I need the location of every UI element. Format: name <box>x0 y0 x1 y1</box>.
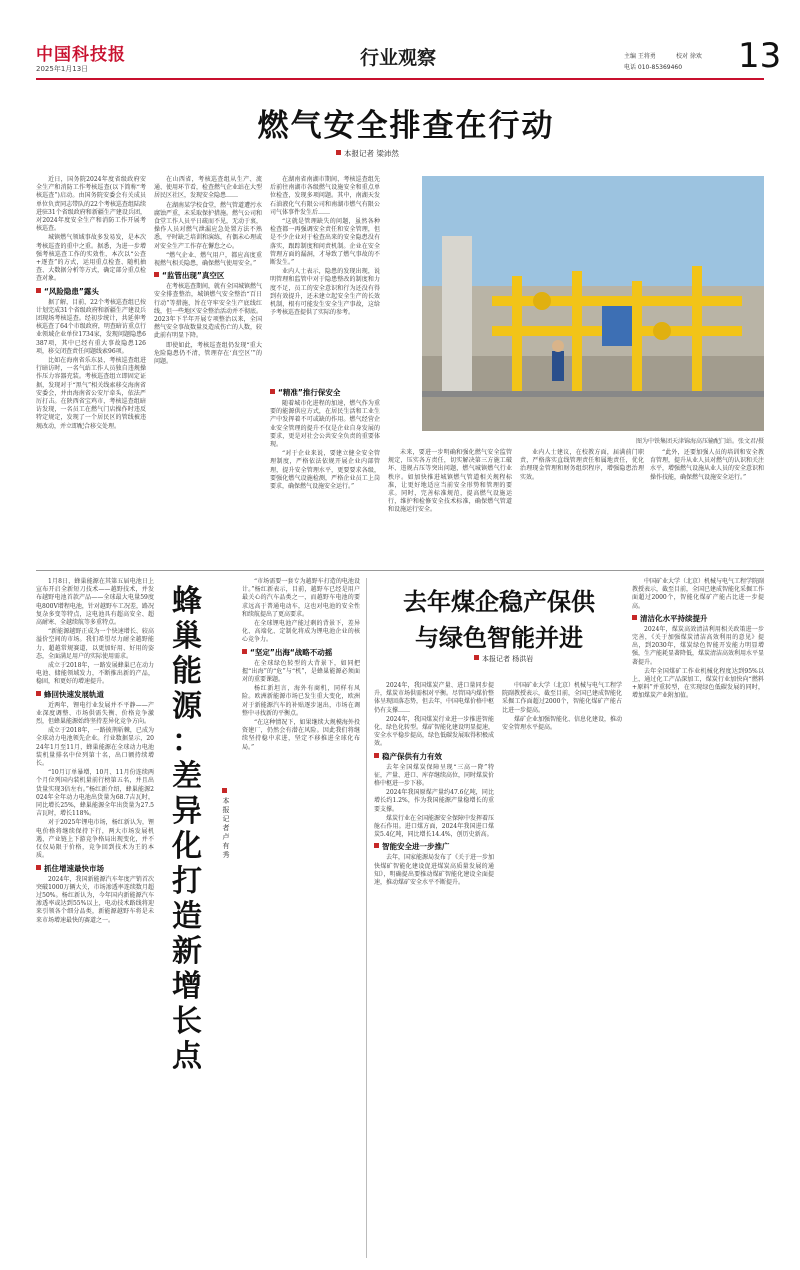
article3-col3 <box>632 578 764 702</box>
paragraph: 去年全国煤矿工作业机械化程度达到95%以上，通过化工产品深加工，煤炭行业加快向“燃料+原料”并重转型，在实现绿色低碳发展的同时，增加煤炭产业附加值。 <box>632 667 764 700</box>
title-char: 增 <box>172 969 202 1004</box>
article1-col3 <box>270 176 380 318</box>
paragraph: 在考核巡查期间，就有全国城镇燃气安全排查整治，城镇燃气安全整治“百日行动”等措施，旨在守牢安全生产底线红线，但一些地区安全整治活动并不彻底。2023年下半年开展专项整治以来，全国燃气安全事故数量及造成伤亡的人数，较此前有明显下降。 <box>154 283 263 340</box>
paragraph: 在湖南省南湖市期间，考核巡查组先后前往南湖市各级燃气设施安全和重点单位检查，发现多项问题。其中，南湖天发石油液化气有限公司和南湖市燃气有限公司气体事件发生后…… <box>270 176 380 216</box>
header-proof: 校对 徐欢 <box>676 53 702 60</box>
article3-byline <box>474 654 533 664</box>
byline-char: 报 <box>222 806 230 814</box>
paragraph: 2024年，我国新能源汽车年度产销首次突破1000万辆大关，市场渗透率连续数月超过50%。杨红新认为，今年国内新能源汽车渗透率或达到55%以上，电动技术路线将迎来引领各个细分品类，新能源越野车将是未来市场增速最快的赛道之一。 <box>36 875 154 924</box>
article1-byline <box>336 148 399 159</box>
paragraph: 成立于2018年，一路发展蜂巢已在动力电池、储能领域发力，不断推出新的产品，稳固，和更好的增速提升。 <box>36 662 154 686</box>
subheading <box>374 750 494 764</box>
subheading <box>632 612 764 626</box>
article-gas-safety <box>36 84 764 569</box>
paragraph: 2024年我国原煤产量约47.6亿吨，同比增长约1.2%，作为我国能源产量稳增长的重要支撑。 <box>374 789 494 813</box>
article-coal <box>374 578 764 1258</box>
article3-col2 <box>502 682 622 733</box>
paragraph: 在山西省，考核巡查组从生产、流通、使用环节看，检查燃气企业站在大型居民区社区，发现安全隐患…… <box>154 176 263 200</box>
subheading-text: “精准”推行保安全 <box>278 388 341 397</box>
square-bullet-icon <box>374 753 379 758</box>
article3-title-line1: 去年煤企稳产保供 <box>403 588 595 616</box>
paragraph: 近两年，锂电行业发展并不平静——产业深度调整、市场供需失衡、价格竞争激烈，但蜂巢能源始终坚持差异化竞争方向。 <box>36 701 154 726</box>
gas-pipeline-illustration <box>422 176 764 431</box>
paragraph: “市场需要一套专为越野车打造的电池设计。”杨红新表示，目前，越野车已经是用户最关心的汽车品类之一，而越野车电池的要求远高于普通电动车，这也对电池的安全性和续航提出了更高要求。 <box>242 578 360 618</box>
paragraph: 2024年，我国煤炭行业进一步推进智能化、绿色化转型。煤矿智能化建设明显提速，安全水平稳步提高，绿色低碳发展取得积极成效。 <box>374 715 495 748</box>
article1-col6 <box>520 449 644 483</box>
paragraph: 去年，国家能源局发布了《关于进一步加快煤矿智能化建设促进煤炭高质量发展的通知》，明确提出要推动煤矿智能化建设全面提速，推动煤矿安全水平不断提升。 <box>374 854 495 887</box>
subheading <box>242 646 360 660</box>
subheading-text: 稳产保供有力有效 <box>382 751 442 761</box>
subheading-text: 抓住增速最快市场 <box>44 863 104 873</box>
square-bullet-icon <box>36 865 41 870</box>
article1-title: 燃气安全排查在行动 <box>257 108 555 144</box>
title-char: 差 <box>172 759 202 794</box>
paragraph: 比如在海南省乐东县，考核巡查组进行暗访时，一名气站工作人员独自违规操作压力容器充装。考核巡查组立即固定证据，发现对于“黑气”相关线索移交海南省安委会，并由海南省公安厅牵头，依法严厉打击。在陕西省宝鸡市，考核巡查组暗访发现，一名员工在燃气门店操作时违反特定规定，发现了一个居民区的管线被违规改动，并立即配合移交处理。 <box>36 357 146 430</box>
subheading-text: “坚定”出海“战略不动摇 <box>250 647 333 657</box>
square-bullet-icon <box>270 389 275 394</box>
title-char: 造 <box>172 899 202 934</box>
paragraph: 未来，要进一步明确和强化燃气安全监管规定，压实各方责任，切实解决第三方施工破坏、违规占压等突出问题，燃气城镇燃气行业秩序。如加快推进城镇燃气管道相关规程标准，让更好地适应当前安全形势和管理的要求。同时，完善标准规范，提高燃气设施运行，维护和检修安全技术标准，确保燃气管道和设施运行安全。 <box>388 449 512 514</box>
title-char: 化 <box>172 829 202 864</box>
header-phone: 电话 010-85369460 <box>624 64 683 71</box>
paragraph: “10月订单暴增，10月、11月份连续两个月位列国内装机量前行榜第五名，并且出货量实现3倍左右。”杨红新介绍，蜂巢能源2024年全年动力电池出货量为68.7吉瓦时，同比增长25%，蜂巢能源全年出货量为27.5吉瓦时，增长118%。 <box>36 769 154 818</box>
paragraph: 中国矿业大学（北京）机械与电气工程学院副教授表示，截至目前，全国已建成智能化采掘工作面超过2000个，智能化煤矿产能占比进一步提高。 <box>632 578 765 610</box>
title-char: ： <box>172 724 202 759</box>
subheading-text: 蜂回快速发展轨道 <box>44 689 104 699</box>
gas-station-photo <box>422 176 764 431</box>
paragraph: “此外，还要加强人员的培训和安全教育管理，提升从业人员对燃气的认识和关注水平，增强燃气设施从业人员的安全意识和操作技能，确保燃气设施安全运行。” <box>650 449 765 481</box>
title-char: 蜂 <box>172 584 202 619</box>
subheading <box>270 386 380 400</box>
section-divider <box>36 570 764 571</box>
paragraph: 对于2025年锂电市场，杨红新认为，锂电价格将继续保持下行，两大市场发展机遇，产业链上下游竞争格局出现变化，并不仅仅局限于价格，竞争回到技术为王的本质。 <box>36 819 154 860</box>
square-bullet-icon <box>336 150 341 155</box>
header-divider <box>36 78 764 80</box>
square-bullet-icon <box>474 655 479 660</box>
photo-caption: 图为中铁集团天津锦海高压输配门站。张文君/摄 <box>635 438 764 445</box>
byline-char: 有 <box>222 842 230 850</box>
byline-label: 本报记者 <box>344 149 374 158</box>
square-bullet-icon <box>222 788 227 793</box>
title-char: 点 <box>172 1039 202 1074</box>
paragraph: 在湖南某学校食堂，燃气管道遭污水腐蚀严重，未采取保护措施。燃气公司和食堂工作人员平日疏而不见，无动于衷，操作人员对燃气泄漏应急处置方法不熟悉，平时缺乏培训和演练，有偶未心理或对安全生产工作存在懈怠之心。 <box>154 201 263 250</box>
paragraph: “在这种情况下，如果继续大规模海外投资建厂，仍然会有潜在风险。因此我们将继续坚持稳中求进，坚定不移推进全球化布局。” <box>242 719 360 751</box>
subheading <box>36 862 154 876</box>
article2-col2 <box>242 578 360 753</box>
article1-col5 <box>388 449 512 516</box>
article2-col1 <box>36 578 154 926</box>
article1-col4 <box>270 386 380 492</box>
paragraph: 业内人士建议，在校教方面，届满前门职责，严格落实直线管理责任和属地责任，优化治理现金管理和财务组织程序，增强隐患治理实效。 <box>520 449 644 481</box>
article3-title-line2: 与绿色智能并进 <box>415 624 583 652</box>
paragraph: 去年全国煤炭保障呈现“三高一降”特征，产量、进口、库存继续高位，同时煤炭价格中枢进一步下移。 <box>374 763 495 788</box>
paragraph: “燃气企业、燃气用户，都应高度重视燃气相关隐患，确保燃气使用安全。” <box>154 251 262 268</box>
paragraph: 即使如此，考核巡查组仍发现“重大危险隐患仍不清，管理存在‘真空区’”的问题。 <box>154 341 262 366</box>
paragraph: 在全球绿色转型的大背景下，如同把握“出海”的“危”与“机”，是蜂巢能源必须面对的重要课题。 <box>242 659 360 684</box>
subheading <box>36 285 146 299</box>
square-bullet-icon <box>242 649 247 654</box>
article2-byline <box>220 788 232 860</box>
paragraph: 城镇燃气领域事故多发易发，是本次考核巡查的重中之重。据悉，为进一步增强考核巡查工作的实效性，本次以“公查+逐查”的方式，运用重点检查、随机抽查、大数据分析等方式，确定部分重点检查对象。 <box>36 234 146 283</box>
paragraph: 中国矿业大学（北京）机械与电气工程学院副教授表示，截至目前，全国已建成智能化采掘工作面超过2000个，智能化煤矿产能占比进一步提高。 <box>502 682 623 714</box>
paragraph: 业内人士表示，隐患的发现出现，说明管理和监管中对于隐患整改的制度和力度不足，员工的安全意识和行为还没有得到有效提升，还未建立起安全生产的长效机制，根有可能发生安全生产事故，这给予考核巡查提供了实际的参考。 <box>270 268 380 317</box>
article3-col1 <box>374 682 494 888</box>
square-bullet-icon <box>36 691 41 696</box>
byline-char: 本 <box>222 797 230 805</box>
byline-name: 梁沛然 <box>376 149 399 158</box>
issue-date: 2025年1月13日 <box>36 65 89 73</box>
byline-char: 记 <box>222 815 230 823</box>
paragraph: “这就是管理缺失的问题，虽然各种检查都一再强调安全责任和安全管理，但是不少企业对于检查出来的安全隐患没有落实，跟踪制度和问责机制。企业在安全管理方面的漏洞，才导致了燃气事故的不断发生。” <box>270 218 380 267</box>
title-char: 巢 <box>172 619 202 654</box>
paragraph: 随着城市化进程的加速，燃气作为重要的能源供应方式，在居民生活和工业生产中发挥着不可或缺的作用。燃气经营企业安全管理的提升不仅是企业自身发展的要求，更是对社会公共安全负责的重要体现。 <box>270 400 380 449</box>
page-number: 13 <box>738 36 782 76</box>
article1-col2 <box>154 176 262 367</box>
title-char: 新 <box>172 934 202 969</box>
subheading-text: “监管出现”真空区 <box>162 271 225 281</box>
subheading-text: 清洁化水平持续提升 <box>640 613 708 623</box>
byline-label: 本报记者 <box>482 655 510 663</box>
paragraph: 在全球锂电池产能过剩的背景下，差异化、高端化、定制化将成为锂电池企业的核心竞争力。 <box>242 620 360 644</box>
article-divider <box>366 578 367 1258</box>
square-bullet-icon <box>36 288 41 293</box>
paragraph: 成立于2018年，一路披荆斩棘，已成为全球动力电池领先企业。行业数据显示，2024年1月至11月，蜂巢能源在全球动力电池装机量排名中位列第十名，出口额持续增长。 <box>36 727 154 768</box>
byline-char: 秀 <box>222 851 230 859</box>
title-char: 能 <box>172 654 202 689</box>
byline-name: 杨洪岩 <box>512 655 534 663</box>
paragraph: 煤矿企业加强智能化、信息化建设，推动安全管理水平提高。 <box>502 715 623 732</box>
byline-char: 者 <box>222 824 230 832</box>
paragraph: “新能源越野正成为一个快速增长、较高溢价空间的市场。我们希望尽力耐全越野能力、超越常规赛道，以更加好用、好用的姿态，全面满足用户的实际使用需求。 <box>36 628 154 660</box>
article1-col7 <box>650 449 764 483</box>
square-bullet-icon <box>154 272 159 277</box>
newspaper-logo: 中国科技报 <box>36 45 126 65</box>
title-char: 源 <box>172 689 202 724</box>
subheading-text: 智能安全进一步推广 <box>382 842 450 852</box>
article2-vertical-title <box>164 584 210 1074</box>
title-char: 异 <box>172 794 202 829</box>
paragraph: 据了解，目前，22个考核巡查组已按计划完成31个省级政府和新疆生产建设兵团现场考核巡查。经初步统计，共延伸考核巡查了64个市级政府，明查暗访重点行业领域企业单位1734家，发现问题隐患6387项，其中已经有重大事故隐患126项，移交闭查责任问题线索96项。 <box>36 298 146 355</box>
paragraph: 煤炭行业在全国能源安全保障中发挥着压舱石作用。进口煤方面，2024年我国进口煤炭5.4亿吨，同比增长14.4%，创历史新高。 <box>374 814 495 839</box>
paragraph: “对于企业来说，要建立健全安全管理制度，严格依法依规开展企业内部管理，提升安全管理水平，更要要求各级，要强化燃气设施检测，严格企业员工上岗要求，确保燃气设施安全运行。” <box>270 450 380 491</box>
subheading-text: “风险隐患”露头 <box>44 286 99 296</box>
paragraph: 杨红新坦言，海外有商机，同样有风险。欧洲新能源市场已发生重大变化，欧洲对于新能源汽车的补贴逐步退出，市场在调整中寻找新的平衡点。 <box>242 685 360 717</box>
byline-char: 卢 <box>222 833 230 841</box>
subheading <box>154 269 262 283</box>
section-title: 行业观察 <box>360 47 437 69</box>
page-header <box>0 0 800 84</box>
paragraph: 2024年，我国煤炭产量、进口量同步提升，煤炭市场供需相对平衡。尽管国内煤价整体呈现回落态势，但去年，中国电煤价格中枢仍有支撑…… <box>374 682 495 714</box>
paragraph: 近日，国务院2024年度省级政府安全生产和消防工作考核巡查(以下简称“考核巡查”)启动。由国务院安委会有关成员单位负责同志带队的22个考核巡查组陆续进驻31个省级政府和新疆生产建设兵团，对2024年度安全生产和消防工作开展考核巡查。 <box>36 176 146 233</box>
subheading <box>374 840 494 854</box>
paragraph: 2024年，煤炭高效清洁利用相关政策进一步完善，《关于加强煤炭清洁高效利用的意见》提出，到2030年，煤炭绿色智能开发能力明显增强，生产能耗显著降低，煤炭清洁高效利用水平显著提升。 <box>632 625 765 666</box>
subheading <box>36 688 154 702</box>
square-bullet-icon <box>374 843 379 848</box>
paragraph: 1月8日，蜂巢能源在其第五届电池日上宣布开启全新短刀技术——越野技术，并发布越野电池首款产品——全球最大电量59度电800V增程电池，针对越野车工况差，路况复杂多变等特点，这电池具有超高安全、超高耐寒、全越续航等多重特点。 <box>36 578 154 627</box>
title-char: 打 <box>172 864 202 899</box>
header-editor: 主编 王将勇 <box>624 53 656 60</box>
title-char: 长 <box>172 1004 202 1039</box>
article1-col1 <box>36 176 146 432</box>
square-bullet-icon <box>632 615 637 620</box>
